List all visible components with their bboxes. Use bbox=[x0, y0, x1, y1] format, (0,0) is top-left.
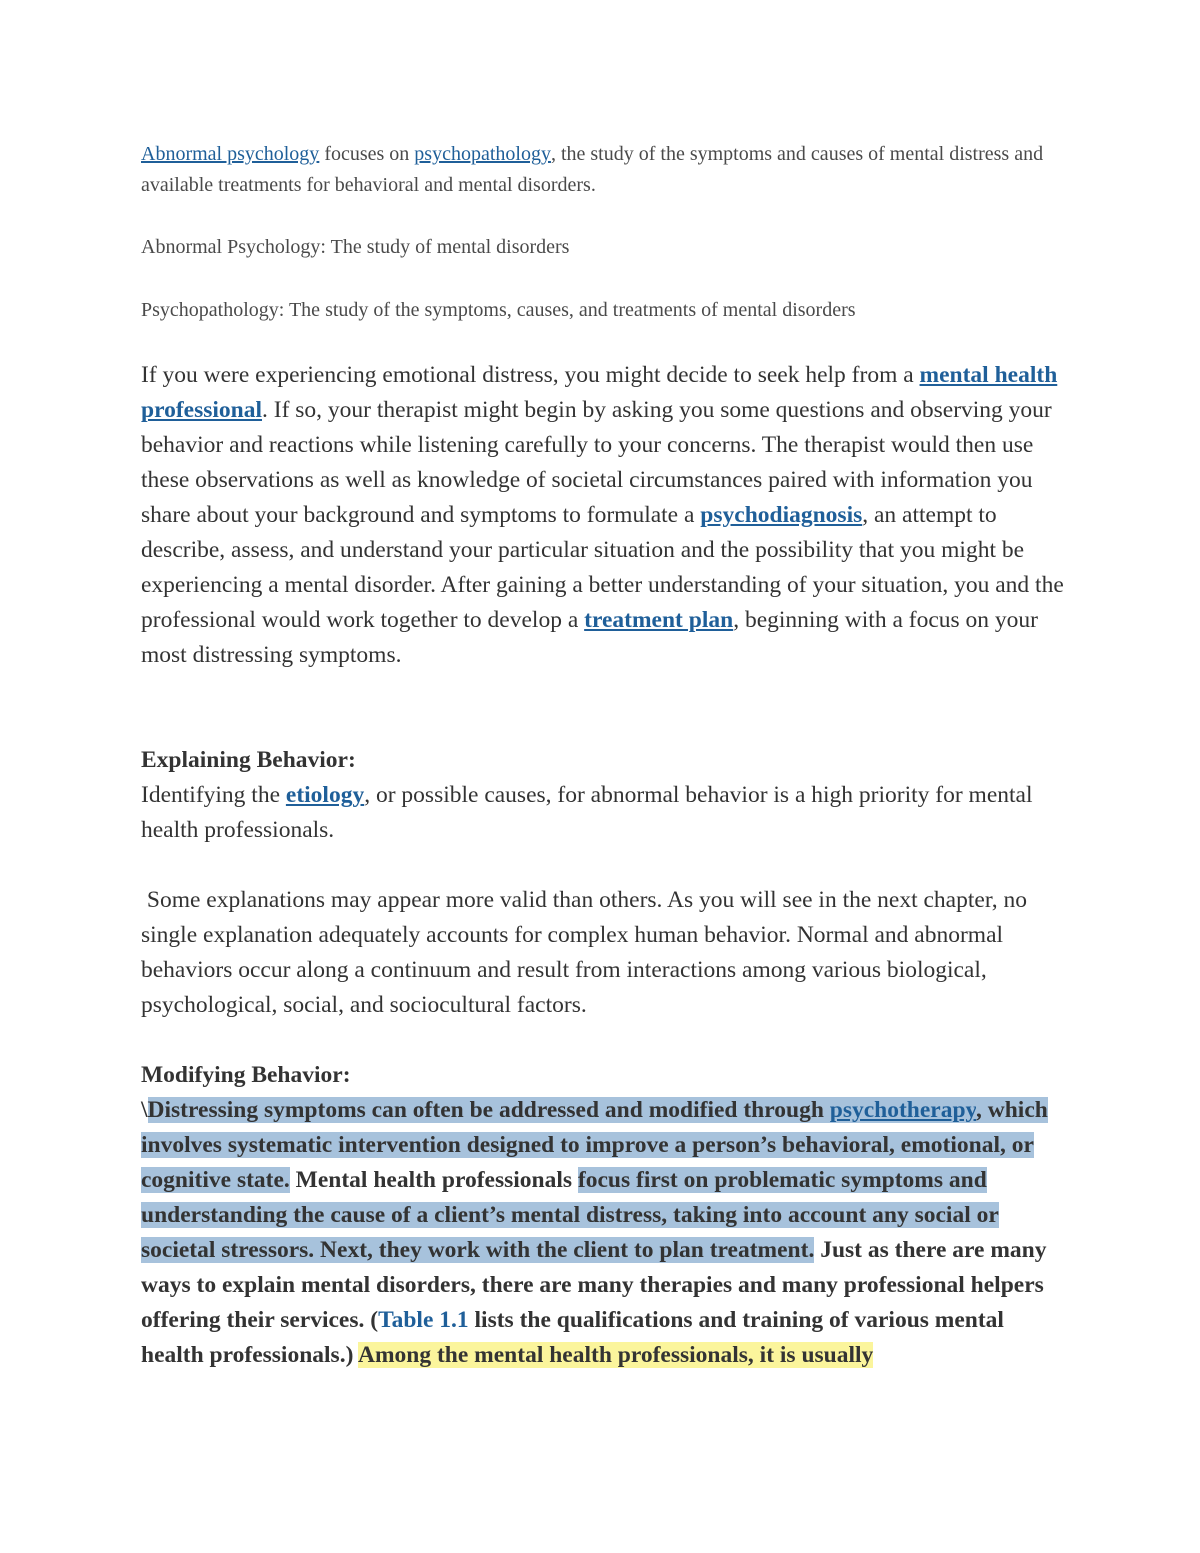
therapy-paragraph bbox=[141, 358, 1071, 673]
psychotherapy-link[interactable]: psychotherapy bbox=[829, 1097, 977, 1123]
intro-text-2: , the study of the symptoms and causes of mental distress and available treatments for behavioral and mental disorders. bbox=[141, 143, 1044, 196]
explaining-heading: Explaining Behavior: bbox=[141, 747, 356, 773]
treatment-plan-link[interactable]: treatment plan bbox=[584, 607, 734, 633]
psychopathology-link[interactable]: psychopathology bbox=[414, 143, 551, 165]
explanations-paragraph: Some explanations may appear more valid than others. As you will see in the next chapter, no single explanation adequately accounts for complex human behavior. Normal and abnormal behaviors occur along a continuum and result from interactions among various biological, psychological, social, and sociocultural factors. bbox=[141, 887, 1033, 1018]
highlight-blue-1a: Distressing symptoms can often be addressed and modified through bbox=[147, 1097, 830, 1123]
therapy-text-2: . If so, your therapist might begin by asking you some questions and observing your behavior and reactions while listening carefully to your concerns. The therapist would then use these observations as well as knowledge of societal circumstances paired with information you share about your background and symptoms to formulate a bbox=[141, 397, 1052, 528]
explaining-text-1: Identifying the bbox=[141, 782, 286, 808]
explaining-text-2: , or possible causes, for abnormal behavior is a high priority for mental health professionals. bbox=[141, 782, 1033, 843]
therapy-text-4: , beginning with a focus on your most distressing symptoms. bbox=[141, 607, 1038, 668]
highlight-blue-2: focus first on problematic symptoms and understanding the cause of a client’s mental distress, taking into account any social or societal stressors. Next, they work with the client to plan treatment. bbox=[141, 1167, 999, 1263]
psychodiagnosis-link[interactable]: psychodiagnosis bbox=[700, 502, 863, 528]
definition-psychopathology: Psychopathology: The study of the symptoms, causes, and treatments of mental disorders bbox=[141, 299, 856, 321]
modifying-text-1: Mental health professionals bbox=[289, 1167, 578, 1193]
modifying-paragraph bbox=[141, 1093, 1071, 1373]
highlight-blue-1b: , which involves systematic intervention designed to improve a person’s behavioral, emotional, or cognitive state. bbox=[141, 1097, 1048, 1193]
modifying-heading: Modifying Behavior: bbox=[141, 1062, 351, 1088]
table-reference[interactable]: Table 1.1 bbox=[378, 1307, 469, 1333]
mental-health-professional-link[interactable]: mental health professional bbox=[141, 362, 1058, 423]
modifying-section bbox=[141, 1058, 1071, 1373]
therapy-text-3: , an attempt to describe, assess, and understand your particular situation and the possibility that you might be experiencing a mental disorder. After gaining a better understanding of your situation, you and the professional would work together to develop a bbox=[141, 502, 1064, 633]
therapy-text-1: If you were experiencing emotional distress, you might decide to seek help from a bbox=[141, 362, 920, 388]
explaining-section bbox=[141, 743, 1071, 848]
intro-text-1: focuses on bbox=[319, 143, 415, 165]
highlight-yellow-1: Among the mental health professionals, it is usually bbox=[357, 1342, 874, 1368]
explaining-paragraph bbox=[141, 778, 1071, 848]
abnormal-psychology-link[interactable]: Abnormal psychology bbox=[141, 143, 320, 165]
modifying-text-2: Just as there are many ways to explain mental disorders, there are many therapies and many professional helpers offering their services. ( bbox=[141, 1237, 1047, 1333]
definition-abnormal-psychology: Abnormal Psychology: The study of mental disorders bbox=[141, 236, 570, 258]
etiology-link[interactable]: etiology bbox=[285, 782, 365, 808]
modifying-text-3: lists the qualifications and training of various mental health professionals.) bbox=[141, 1307, 1004, 1368]
intro-paragraph bbox=[141, 139, 1071, 201]
backslash-prefix: \ bbox=[141, 1097, 148, 1123]
